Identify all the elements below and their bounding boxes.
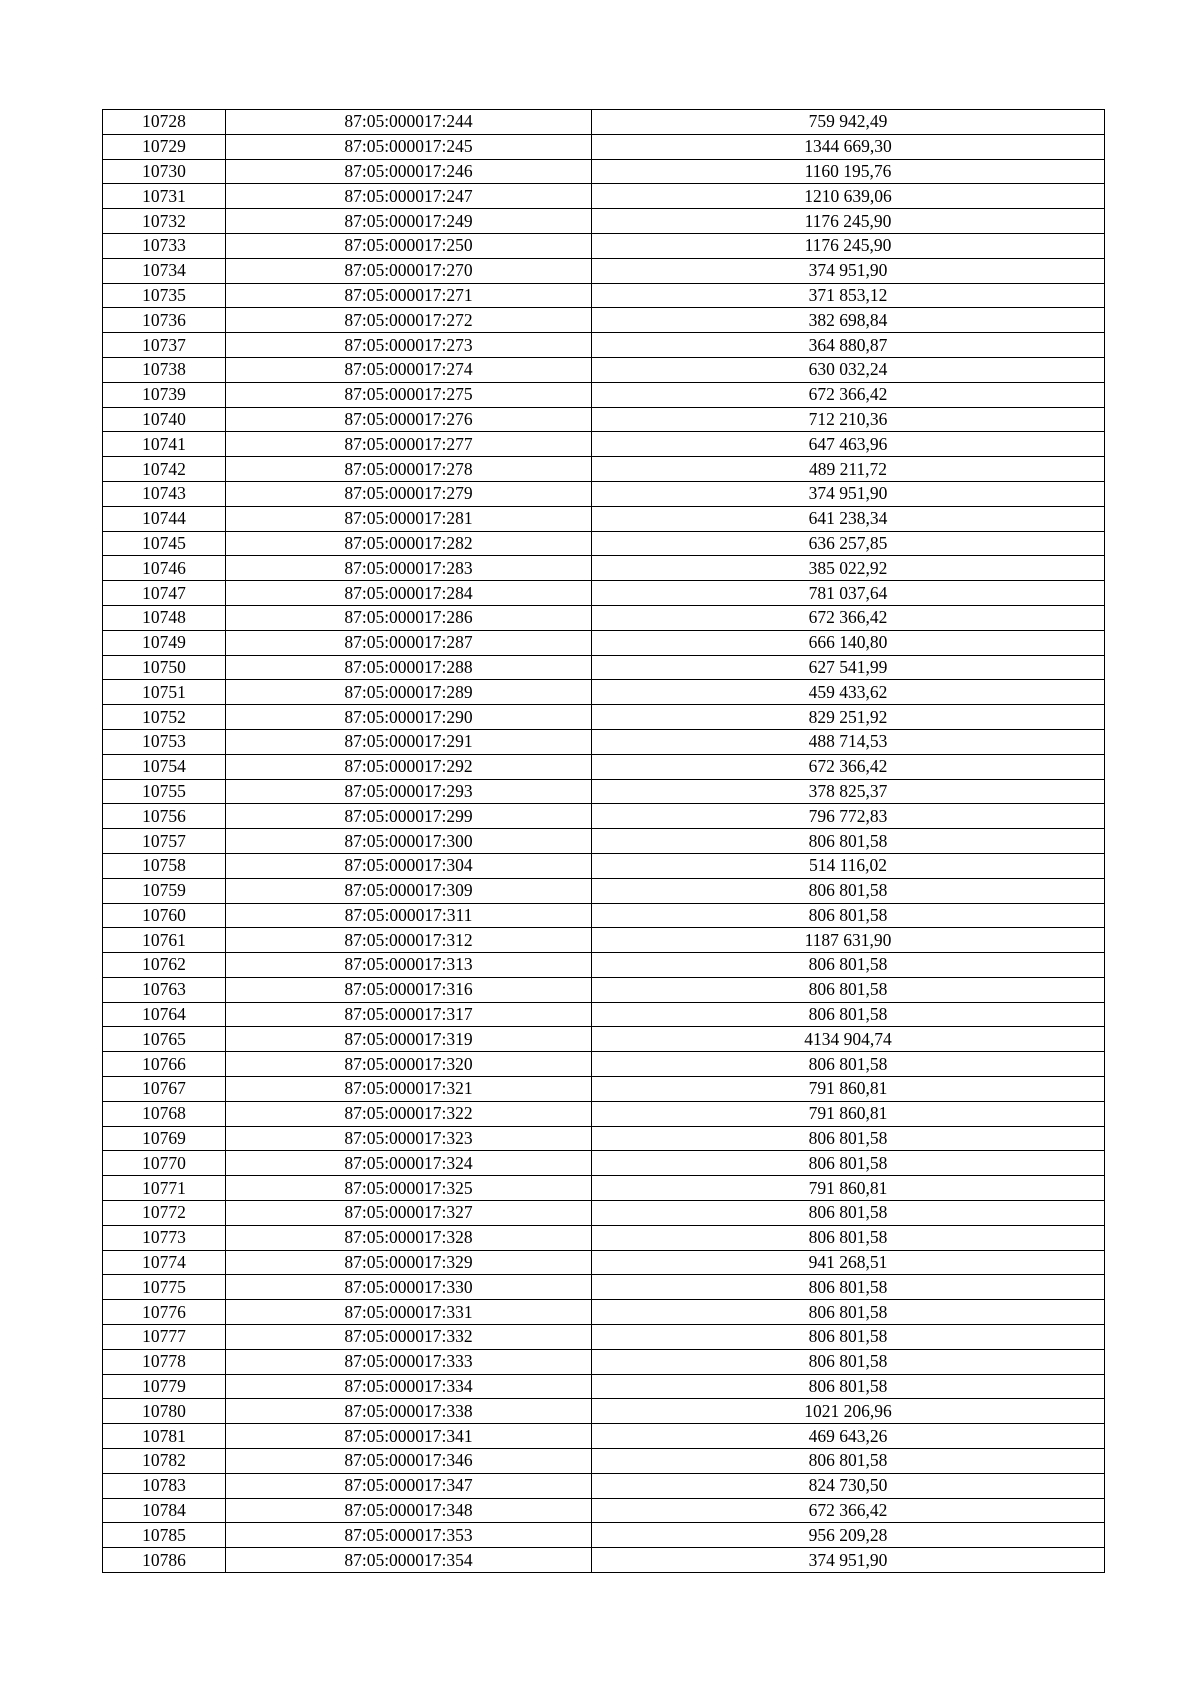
table-row [103, 159, 1105, 184]
row-number-cell: 10757 [103, 829, 226, 854]
row-number-cell: 10761 [103, 928, 226, 953]
table-row [103, 209, 1105, 234]
cadastral-number-cell: 87:05:000017:322 [226, 1101, 592, 1126]
row-number-cell: 10739 [103, 382, 226, 407]
row-number-cell: 10774 [103, 1250, 226, 1275]
table-row [103, 1449, 1105, 1474]
table-row [103, 729, 1105, 754]
table-row [103, 308, 1105, 333]
table-row [103, 630, 1105, 655]
table-row [103, 1201, 1105, 1226]
value-cell: 806 801,58 [592, 1002, 1105, 1027]
value-cell: 1176 245,90 [592, 233, 1105, 258]
cadastral-number-cell: 87:05:000017:273 [226, 333, 592, 358]
value-cell: 806 801,58 [592, 1151, 1105, 1176]
table-row [103, 953, 1105, 978]
value-cell: 1021 206,96 [592, 1399, 1105, 1424]
value-cell: 806 801,58 [592, 1201, 1105, 1226]
table-row [103, 1325, 1105, 1350]
cadastral-number-cell: 87:05:000017:299 [226, 804, 592, 829]
table-row [103, 903, 1105, 928]
row-number-cell: 10756 [103, 804, 226, 829]
cadastral-number-cell: 87:05:000017:353 [226, 1523, 592, 1548]
row-number-cell: 10737 [103, 333, 226, 358]
cadastral-number-cell: 87:05:000017:329 [226, 1250, 592, 1275]
cadastral-number-cell: 87:05:000017:325 [226, 1176, 592, 1201]
value-cell: 641 238,34 [592, 506, 1105, 531]
row-number-cell: 10758 [103, 853, 226, 878]
value-cell: 806 801,58 [592, 903, 1105, 928]
cadastral-number-cell: 87:05:000017:250 [226, 233, 592, 258]
value-cell: 781 037,64 [592, 581, 1105, 606]
value-cell: 712 210,36 [592, 407, 1105, 432]
table-row [103, 1250, 1105, 1275]
cadastral-number-cell: 87:05:000017:324 [226, 1151, 592, 1176]
cadastral-number-cell: 87:05:000017:323 [226, 1126, 592, 1151]
cadastral-number-cell: 87:05:000017:341 [226, 1424, 592, 1449]
cadastral-number-cell: 87:05:000017:281 [226, 506, 592, 531]
value-cell: 672 366,42 [592, 605, 1105, 630]
table-body [103, 110, 1105, 1573]
row-number-cell: 10734 [103, 258, 226, 283]
row-number-cell: 10742 [103, 457, 226, 482]
value-cell: 371 853,12 [592, 283, 1105, 308]
value-cell: 941 268,51 [592, 1250, 1105, 1275]
row-number-cell: 10751 [103, 680, 226, 705]
row-number-cell: 10767 [103, 1077, 226, 1102]
value-cell: 489 211,72 [592, 457, 1105, 482]
cadastral-number-cell: 87:05:000017:290 [226, 705, 592, 730]
cadastral-number-cell: 87:05:000017:289 [226, 680, 592, 705]
cadastral-value-table [102, 109, 1105, 1573]
cadastral-number-cell: 87:05:000017:331 [226, 1300, 592, 1325]
row-number-cell: 10747 [103, 581, 226, 606]
row-number-cell: 10743 [103, 481, 226, 506]
cadastral-number-cell: 87:05:000017:284 [226, 581, 592, 606]
row-number-cell: 10781 [103, 1424, 226, 1449]
table-row [103, 1399, 1105, 1424]
cadastral-number-cell: 87:05:000017:321 [226, 1077, 592, 1102]
cadastral-number-cell: 87:05:000017:348 [226, 1498, 592, 1523]
cadastral-number-cell: 87:05:000017:292 [226, 754, 592, 779]
table-row [103, 1151, 1105, 1176]
row-number-cell: 10765 [103, 1027, 226, 1052]
cadastral-number-cell: 87:05:000017:287 [226, 630, 592, 655]
cadastral-number-cell: 87:05:000017:247 [226, 184, 592, 209]
value-cell: 759 942,49 [592, 110, 1105, 135]
value-cell: 806 801,58 [592, 878, 1105, 903]
value-cell: 806 801,58 [592, 1052, 1105, 1077]
table-row [103, 333, 1105, 358]
row-number-cell: 10744 [103, 506, 226, 531]
row-number-cell: 10736 [103, 308, 226, 333]
row-number-cell: 10764 [103, 1002, 226, 1027]
row-number-cell: 10735 [103, 283, 226, 308]
table-row [103, 977, 1105, 1002]
table-row [103, 457, 1105, 482]
value-cell: 824 730,50 [592, 1473, 1105, 1498]
row-number-cell: 10769 [103, 1126, 226, 1151]
table-row [103, 531, 1105, 556]
value-cell: 956 209,28 [592, 1523, 1105, 1548]
value-cell: 829 251,92 [592, 705, 1105, 730]
table-row [103, 779, 1105, 804]
table-row [103, 1101, 1105, 1126]
row-number-cell: 10779 [103, 1374, 226, 1399]
cadastral-number-cell: 87:05:000017:270 [226, 258, 592, 283]
cadastral-number-cell: 87:05:000017:320 [226, 1052, 592, 1077]
cadastral-number-cell: 87:05:000017:282 [226, 531, 592, 556]
cadastral-number-cell: 87:05:000017:319 [226, 1027, 592, 1052]
value-cell: 806 801,58 [592, 829, 1105, 854]
cadastral-number-cell: 87:05:000017:330 [226, 1275, 592, 1300]
table-row [103, 357, 1105, 382]
cadastral-number-cell: 87:05:000017:283 [226, 556, 592, 581]
value-cell: 806 801,58 [592, 1449, 1105, 1474]
value-cell: 364 880,87 [592, 333, 1105, 358]
cadastral-number-cell: 87:05:000017:274 [226, 357, 592, 382]
table-row [103, 481, 1105, 506]
value-cell: 791 860,81 [592, 1101, 1105, 1126]
value-cell: 374 951,90 [592, 481, 1105, 506]
table-row [103, 1349, 1105, 1374]
value-cell: 488 714,53 [592, 729, 1105, 754]
table-row [103, 184, 1105, 209]
cadastral-number-cell: 87:05:000017:271 [226, 283, 592, 308]
row-number-cell: 10775 [103, 1275, 226, 1300]
cadastral-number-cell: 87:05:000017:317 [226, 1002, 592, 1027]
cadastral-number-cell: 87:05:000017:304 [226, 853, 592, 878]
value-cell: 630 032,24 [592, 357, 1105, 382]
table-row [103, 1027, 1105, 1052]
cadastral-number-cell: 87:05:000017:291 [226, 729, 592, 754]
value-cell: 806 801,58 [592, 977, 1105, 1002]
row-number-cell: 10748 [103, 605, 226, 630]
cadastral-number-cell: 87:05:000017:311 [226, 903, 592, 928]
row-number-cell: 10749 [103, 630, 226, 655]
cadastral-number-cell: 87:05:000017:327 [226, 1201, 592, 1226]
cadastral-number-cell: 87:05:000017:246 [226, 159, 592, 184]
cadastral-number-cell: 87:05:000017:249 [226, 209, 592, 234]
value-cell: 382 698,84 [592, 308, 1105, 333]
row-number-cell: 10778 [103, 1349, 226, 1374]
table-row [103, 655, 1105, 680]
cadastral-number-cell: 87:05:000017:312 [226, 928, 592, 953]
row-number-cell: 10732 [103, 209, 226, 234]
value-cell: 385 022,92 [592, 556, 1105, 581]
value-cell: 1344 669,30 [592, 134, 1105, 159]
row-number-cell: 10728 [103, 110, 226, 135]
row-number-cell: 10733 [103, 233, 226, 258]
row-number-cell: 10759 [103, 878, 226, 903]
cadastral-number-cell: 87:05:000017:333 [226, 1349, 592, 1374]
row-number-cell: 10762 [103, 953, 226, 978]
table-row [103, 233, 1105, 258]
table-row [103, 407, 1105, 432]
value-cell: 791 860,81 [592, 1176, 1105, 1201]
table-row [103, 432, 1105, 457]
table-row [103, 754, 1105, 779]
row-number-cell: 10746 [103, 556, 226, 581]
row-number-cell: 10771 [103, 1176, 226, 1201]
row-number-cell: 10763 [103, 977, 226, 1002]
table-row [103, 878, 1105, 903]
row-number-cell: 10740 [103, 407, 226, 432]
cadastral-number-cell: 87:05:000017:277 [226, 432, 592, 457]
row-number-cell: 10754 [103, 754, 226, 779]
table-row [103, 1498, 1105, 1523]
value-cell: 791 860,81 [592, 1077, 1105, 1102]
cadastral-number-cell: 87:05:000017:279 [226, 481, 592, 506]
value-cell: 627 541,99 [592, 655, 1105, 680]
value-cell: 806 801,58 [592, 1374, 1105, 1399]
value-cell: 1160 195,76 [592, 159, 1105, 184]
value-cell: 806 801,58 [592, 1300, 1105, 1325]
value-cell: 806 801,58 [592, 1126, 1105, 1151]
cadastral-number-cell: 87:05:000017:338 [226, 1399, 592, 1424]
table-row [103, 1077, 1105, 1102]
table-row [103, 804, 1105, 829]
value-cell: 378 825,37 [592, 779, 1105, 804]
row-number-cell: 10770 [103, 1151, 226, 1176]
cadastral-number-cell: 87:05:000017:300 [226, 829, 592, 854]
row-number-cell: 10766 [103, 1052, 226, 1077]
row-number-cell: 10752 [103, 705, 226, 730]
value-cell: 672 366,42 [592, 754, 1105, 779]
value-cell: 806 801,58 [592, 1225, 1105, 1250]
table-row [103, 1275, 1105, 1300]
table-row [103, 705, 1105, 730]
value-cell: 374 951,90 [592, 1548, 1105, 1573]
row-number-cell: 10784 [103, 1498, 226, 1523]
table-row [103, 382, 1105, 407]
cadastral-number-cell: 87:05:000017:288 [226, 655, 592, 680]
table-row [103, 1473, 1105, 1498]
table-row [103, 1374, 1105, 1399]
value-cell: 514 116,02 [592, 853, 1105, 878]
cadastral-number-cell: 87:05:000017:334 [226, 1374, 592, 1399]
row-number-cell: 10782 [103, 1449, 226, 1474]
value-cell: 672 366,42 [592, 1498, 1105, 1523]
value-cell: 806 801,58 [592, 1275, 1105, 1300]
row-number-cell: 10729 [103, 134, 226, 159]
table-row [103, 283, 1105, 308]
table-row [103, 1548, 1105, 1573]
row-number-cell: 10786 [103, 1548, 226, 1573]
table-row [103, 1300, 1105, 1325]
row-number-cell: 10780 [103, 1399, 226, 1424]
value-cell: 459 433,62 [592, 680, 1105, 705]
cadastral-number-cell: 87:05:000017:245 [226, 134, 592, 159]
row-number-cell: 10776 [103, 1300, 226, 1325]
value-cell: 636 257,85 [592, 531, 1105, 556]
cadastral-number-cell: 87:05:000017:332 [226, 1325, 592, 1350]
table-row [103, 110, 1105, 135]
row-number-cell: 10777 [103, 1325, 226, 1350]
table-row [103, 1225, 1105, 1250]
value-cell: 4134 904,74 [592, 1027, 1105, 1052]
cadastral-number-cell: 87:05:000017:316 [226, 977, 592, 1002]
row-number-cell: 10773 [103, 1225, 226, 1250]
table-row [103, 1523, 1105, 1548]
value-cell: 469 643,26 [592, 1424, 1105, 1449]
row-number-cell: 10760 [103, 903, 226, 928]
cadastral-number-cell: 87:05:000017:275 [226, 382, 592, 407]
cadastral-number-cell: 87:05:000017:272 [226, 308, 592, 333]
row-number-cell: 10772 [103, 1201, 226, 1226]
value-cell: 374 951,90 [592, 258, 1105, 283]
value-cell: 1176 245,90 [592, 209, 1105, 234]
cadastral-number-cell: 87:05:000017:278 [226, 457, 592, 482]
value-cell: 806 801,58 [592, 1325, 1105, 1350]
value-cell: 1210 639,06 [592, 184, 1105, 209]
cadastral-number-cell: 87:05:000017:346 [226, 1449, 592, 1474]
table-row [103, 1002, 1105, 1027]
value-cell: 806 801,58 [592, 1349, 1105, 1374]
value-cell: 672 366,42 [592, 382, 1105, 407]
table-row [103, 581, 1105, 606]
row-number-cell: 10730 [103, 159, 226, 184]
row-number-cell: 10768 [103, 1101, 226, 1126]
table-row [103, 1176, 1105, 1201]
cadastral-number-cell: 87:05:000017:347 [226, 1473, 592, 1498]
value-cell: 647 463,96 [592, 432, 1105, 457]
row-number-cell: 10745 [103, 531, 226, 556]
cadastral-number-cell: 87:05:000017:309 [226, 878, 592, 903]
value-cell: 1187 631,90 [592, 928, 1105, 953]
table-row [103, 134, 1105, 159]
table-row [103, 680, 1105, 705]
row-number-cell: 10755 [103, 779, 226, 804]
value-cell: 666 140,80 [592, 630, 1105, 655]
value-cell: 806 801,58 [592, 953, 1105, 978]
cadastral-number-cell: 87:05:000017:286 [226, 605, 592, 630]
cadastral-number-cell: 87:05:000017:293 [226, 779, 592, 804]
value-cell: 796 772,83 [592, 804, 1105, 829]
table-row [103, 1126, 1105, 1151]
cadastral-number-cell: 87:05:000017:313 [226, 953, 592, 978]
table-row [103, 506, 1105, 531]
row-number-cell: 10783 [103, 1473, 226, 1498]
cadastral-number-cell: 87:05:000017:244 [226, 110, 592, 135]
table-row [103, 853, 1105, 878]
row-number-cell: 10785 [103, 1523, 226, 1548]
row-number-cell: 10750 [103, 655, 226, 680]
table-row [103, 605, 1105, 630]
row-number-cell: 10738 [103, 357, 226, 382]
row-number-cell: 10741 [103, 432, 226, 457]
row-number-cell: 10731 [103, 184, 226, 209]
table-row [103, 829, 1105, 854]
table-row [103, 556, 1105, 581]
table-row [103, 928, 1105, 953]
cadastral-number-cell: 87:05:000017:328 [226, 1225, 592, 1250]
row-number-cell: 10753 [103, 729, 226, 754]
table-row [103, 1424, 1105, 1449]
table-row [103, 1052, 1105, 1077]
cadastral-number-cell: 87:05:000017:276 [226, 407, 592, 432]
table-row [103, 258, 1105, 283]
cadastral-number-cell: 87:05:000017:354 [226, 1548, 592, 1573]
